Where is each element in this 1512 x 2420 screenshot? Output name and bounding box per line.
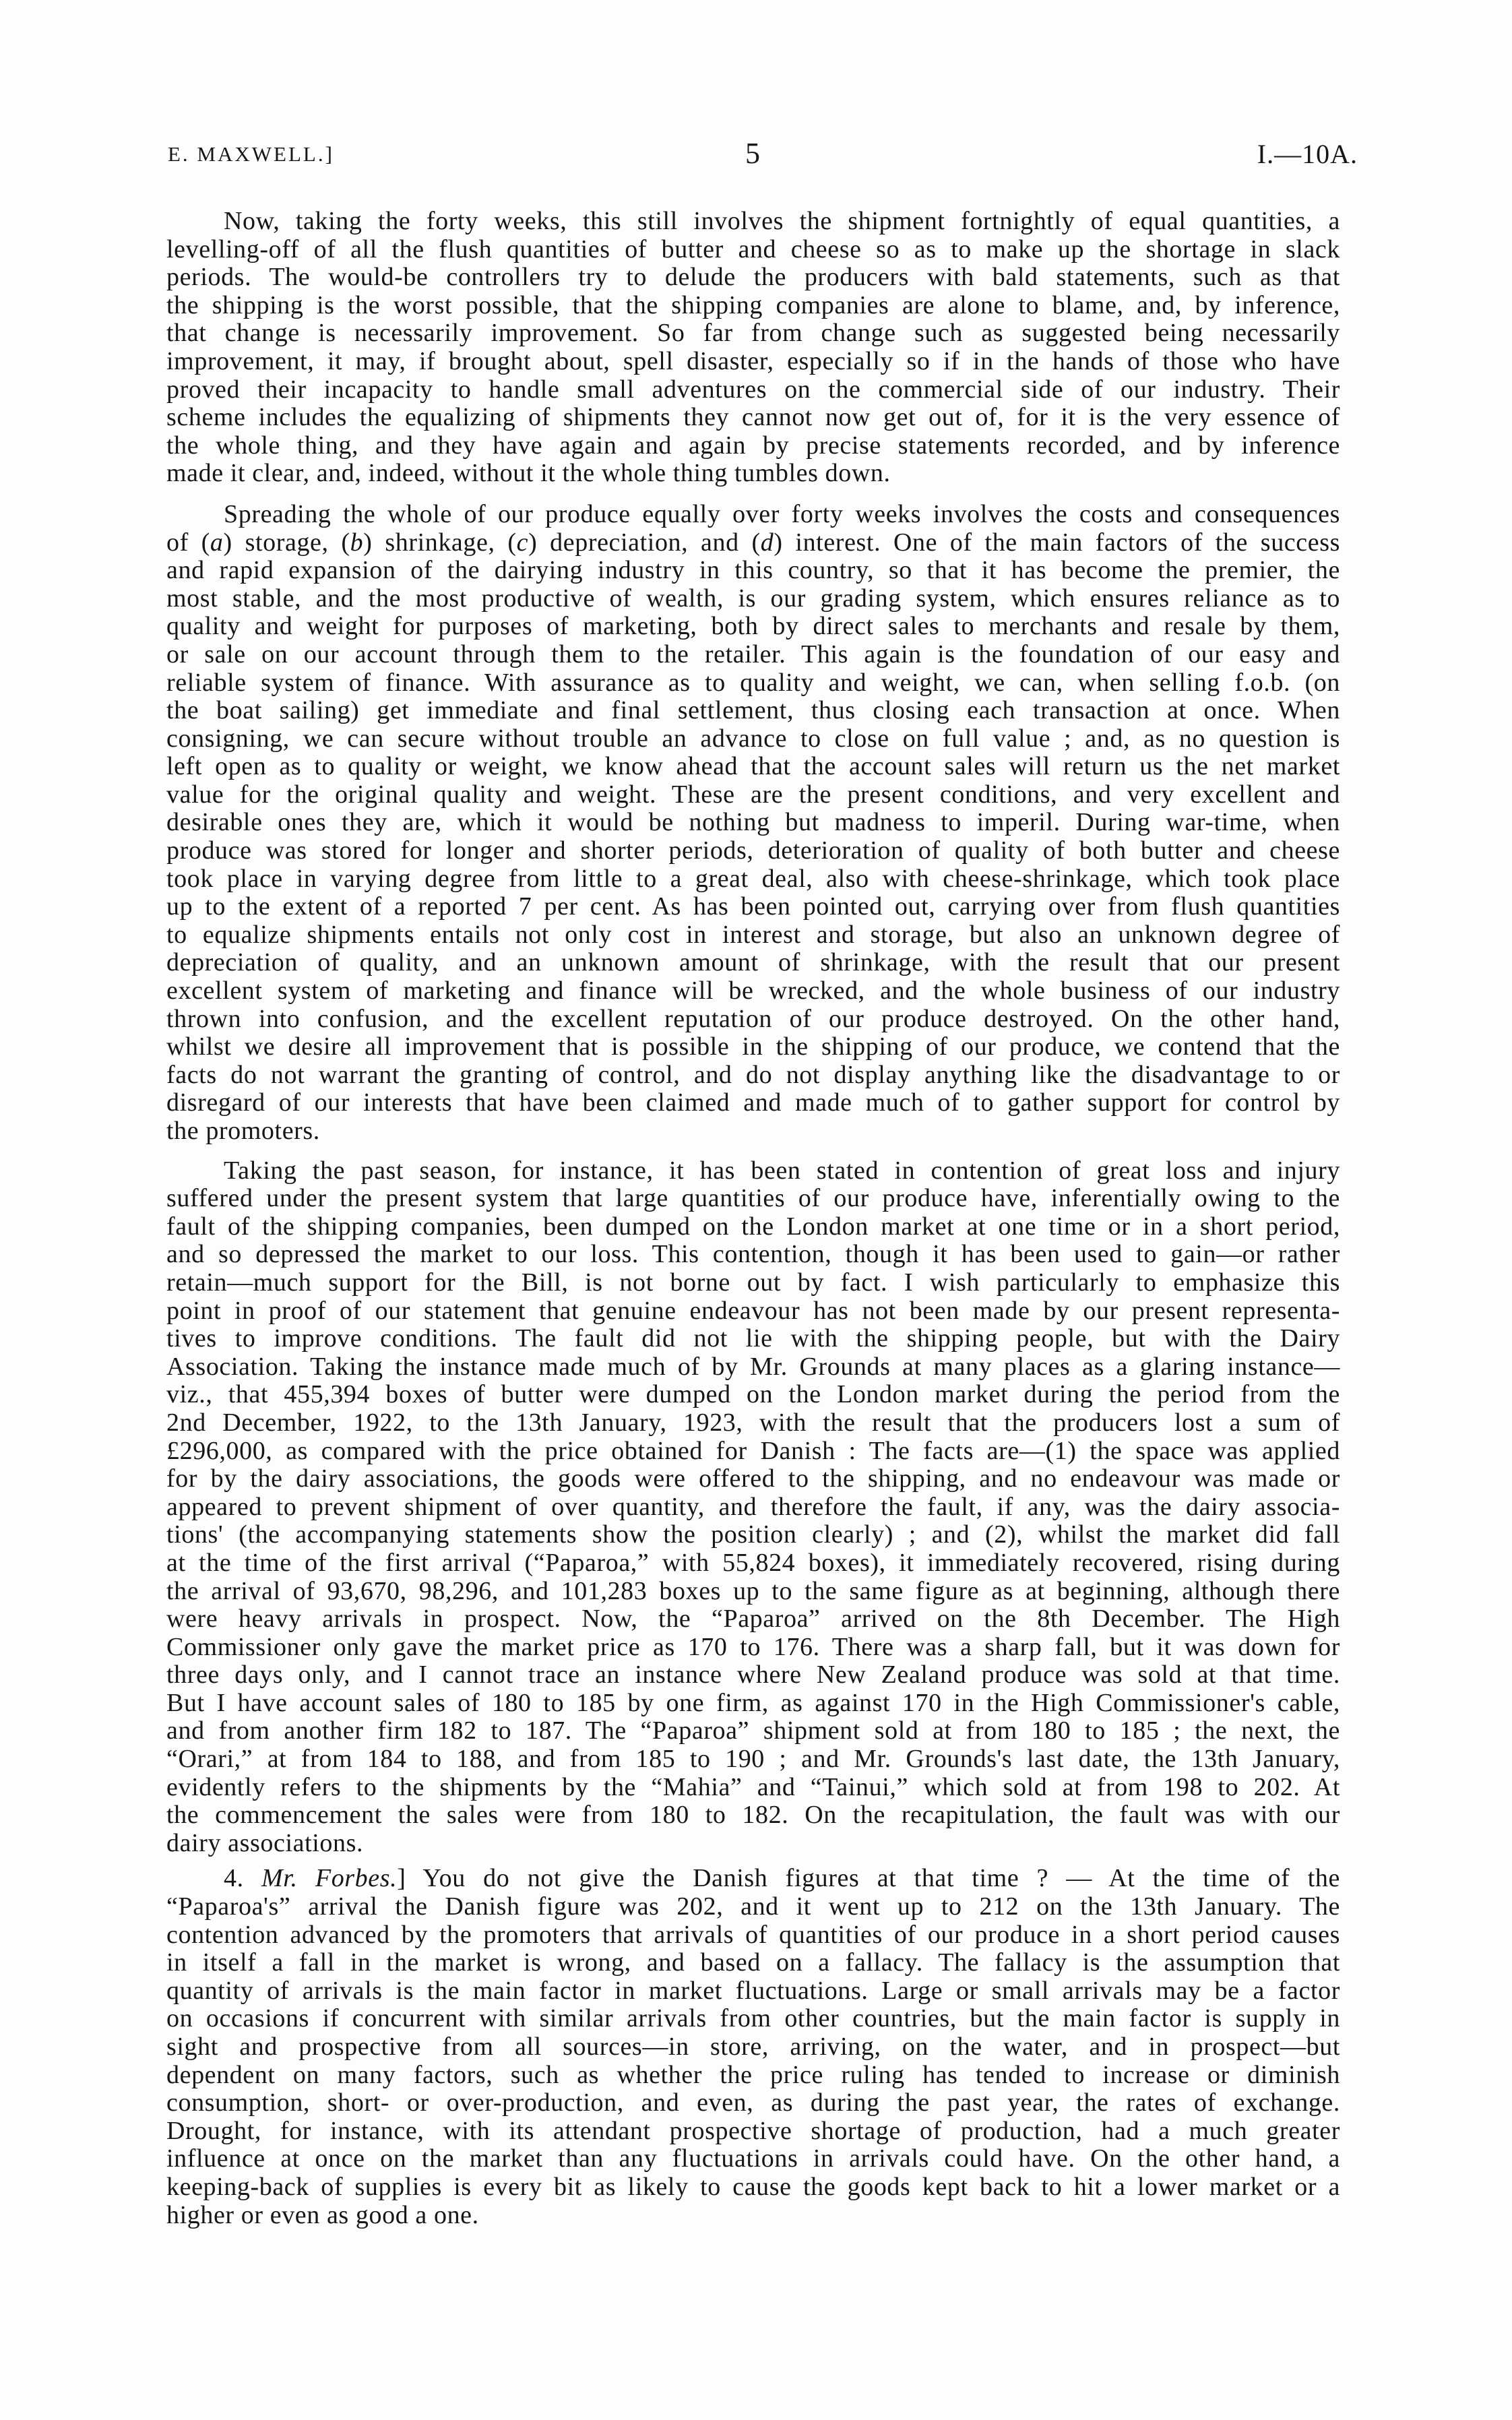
text-line: Spreading the whole of our produce equally over forty weeks involves the costs and consequences — [224, 499, 1340, 528]
text-line: whilst we desire all improvement that is possible in the shipping of our produce, we contend that the — [166, 1032, 1340, 1061]
text-line: depreciation of quality, and an unknown amount of shrinkage, with the result that our present — [166, 948, 1340, 977]
italic-text: c — [516, 528, 529, 557]
text-line: quantity of arrivals is the main factor in market fluctuations. Large or small arrivals may be a factor — [166, 1976, 1340, 2005]
text-line: were heavy arrivals in prospect. Now, the “Paparoa” arrived on the 8th December. The High — [166, 1605, 1340, 1634]
paragraph — [166, 208, 1340, 488]
text-line: fault of the shipping companies, been dumped on the London market at one time or in a short period, — [166, 1212, 1340, 1241]
text-run: ) storage, ( — [223, 528, 350, 557]
italic-text: d — [760, 528, 774, 557]
text-line: disregard of our interests that have been claimed and made much of to gather support for control by — [166, 1088, 1340, 1117]
text-run: of ( — [166, 528, 210, 557]
text-line: and so depressed the market to our loss. This contention, though it has been used to gain—or rather — [166, 1240, 1340, 1269]
text-line: sight and prospective from all sources—in store, arriving, on the water, and in prospect—but — [166, 2033, 1340, 2061]
paragraph — [166, 501, 1340, 1146]
text-line: took place in varying degree from little to a great deal, also with cheese-shrinkage, which took place — [166, 864, 1340, 893]
text-line: contention advanced by the promoters that arrivals of quantities of our produce in a short period causes — [166, 1920, 1340, 1949]
text-line: left open as to quality or weight, we know ahead that the account sales will return us the net market — [166, 752, 1340, 781]
text-line — [166, 1865, 1340, 1893]
text-run: ) shrinkage, ( — [363, 528, 517, 557]
text-line: three days only, and I cannot trace an instance where New Zealand produce was sold at that time. — [166, 1661, 1340, 1689]
text-line: evidently refers to the shipments by the “Mahia” and “Tainui,” which sold at from 198 to 202. At — [166, 1772, 1340, 1801]
text-line: to equalize shipments entails not only cost in interest and storage, but also an unknown degree of — [166, 920, 1340, 949]
text-line: or sale on our account through them to the retailer. This again is the foundation of our easy and — [166, 640, 1340, 669]
text-line: “Orari,” at from 184 to 188, and from 185 to 190 ; and Mr. Grounds's last date, the 13th January, — [166, 1745, 1340, 1774]
text-line: viz., that 455,394 boxes of butter were dumped on the London market during the period from the — [166, 1380, 1340, 1409]
paragraph — [166, 1865, 1340, 2229]
text-line: scheme includes the equalizing of shipments they cannot now get out of, for it is the very essence of — [166, 403, 1340, 432]
text-line: and rapid expansion of the dairying industry in this country, so that it has become the premier, the — [166, 556, 1340, 585]
text-line: consigning, we can secure without trouble an advance to close on full value ; and, as no question is — [166, 724, 1340, 753]
text-line: But I have account sales of 180 to 185 by one firm, as against 170 in the High Commissioner's cable, — [166, 1688, 1340, 1717]
text-line: value for the original quality and weight. These are the present conditions, and very excellent and — [166, 780, 1340, 809]
text-line: the commencement the sales were from 180 to 182. On the recapitulation, the fault was with our — [166, 1801, 1340, 1830]
text-line: appeared to prevent shipment of over quantity, and therefore the fault, if any, was the dairy associa- — [166, 1492, 1340, 1521]
paragraph — [166, 1157, 1340, 1858]
text-line: Drought, for instance, with its attendant prospective shortage of production, had a much greater — [166, 2116, 1340, 2145]
text-line: the boat sailing) get immediate and final settlement, thus closing each transaction at once. When — [166, 696, 1340, 725]
text-line — [166, 529, 1340, 557]
text-line: influence at once on the market than any fluctuations in arrivals could have. On the other hand, a — [166, 2144, 1340, 2173]
text-line: quality and weight for purposes of marketing, both by direct sales to merchants and resale by them, — [166, 612, 1340, 641]
text-line: facts do not warrant the granting of control, and do not display anything like the disadvantage to or — [166, 1060, 1340, 1089]
text-run: ) depreciation, and ( — [528, 528, 761, 557]
text-line: the promoters. — [166, 1117, 320, 1145]
text-line: periods. The would-be controllers try to delude the producers with bald statements, such as that — [166, 263, 1340, 292]
text-line: most stable, and the most productive of wealth, is our grading system, which ensures reliance as to — [166, 584, 1340, 613]
text-line: point in proof of our statement that genuine endeavour has not been made by our present representa- — [166, 1296, 1340, 1325]
text-line: Now, taking the forty weeks, this still involves the shipment fortnightly of equal quantities, a — [224, 207, 1340, 235]
text-line: desirable ones they are, which it would be nothing but madness to imperil. During war-time, when — [166, 808, 1340, 837]
text-line: dairy associations. — [166, 1828, 364, 1857]
body-text — [166, 208, 1340, 2229]
text-line: suffered under the present system that large quantities of our produce have, inferentially owing to the — [166, 1184, 1340, 1213]
text-line: dependent on many factors, such as whether the price ruling has tended to increase or diminish — [166, 2060, 1340, 2089]
text-line: the whole thing, and they have again and again by precise statements recorded, and by inference — [166, 431, 1340, 460]
text-line: £296,000, as compared with the price obtained for Danish : The facts are—(1) the space was applied — [166, 1436, 1340, 1465]
text-run: 4. — [224, 1864, 262, 1893]
text-line: made it clear, and, indeed, without it the whole thing tumbles down. — [166, 459, 891, 488]
text-run: ) interest. One of the main factors of the success — [774, 528, 1340, 557]
text-line: that change is necessarily improvement. So far from change such as suggested being necessarily — [166, 319, 1340, 348]
witness-name: E. MAXWELL.] — [168, 142, 334, 166]
text-line: consumption, short- or over-production, and even, as during the past year, the rates of exchange. — [166, 2088, 1340, 2117]
text-line: 2nd December, 1922, to the 13th January, 1923, with the result that the producers lost a sum of — [166, 1408, 1340, 1437]
text-line: improvement, it may, if brought about, spell disaster, especially so if in the hands of those who have — [166, 346, 1340, 375]
text-line: Commissioner only gave the market price as 170 to 176. There was a sharp fall, but it was down for — [166, 1632, 1340, 1661]
text-line: tions' (the accompanying statements show the position clearly) ; and (2), whilst the market did fall — [166, 1520, 1340, 1549]
page-number: 5 — [745, 137, 760, 170]
text-line: reliable system of finance. With assurance as to quality and weight, we can, when selling f.o.b. (on — [166, 668, 1340, 697]
text-line: the arrival of 93,670, 98,296, and 101,283 boxes up to the same figure as at beginning, although there — [166, 1576, 1340, 1605]
text-line: in itself a fall in the market is wrong, and based on a fallacy. The fallacy is the assumption that — [166, 1948, 1340, 1977]
text-line: Taking the past season, for instance, it has been stated in contention of great loss and injury — [224, 1156, 1340, 1185]
text-line: produce was stored for longer and shorter periods, deterioration of quality of both butter and cheese — [166, 836, 1340, 865]
page-header — [0, 0, 1512, 202]
italic-text: b — [350, 528, 364, 557]
text-line: higher or even as good a one. — [166, 2200, 479, 2229]
text-line: and from another firm 182 to 187. The “Paparoa” shipment sold at from 180 to 185 ; the next, the — [166, 1716, 1340, 1745]
text-line: keeping-back of supplies is every bit as likely to cause the goods kept back to hit a lower market or a — [166, 2172, 1340, 2201]
text-line: tives to improve conditions. The fault did not lie with the shipping people, but with the Dairy — [166, 1324, 1340, 1353]
text-line: on occasions if concurrent with similar arrivals from other countries, but the main factor is supply in — [166, 2004, 1340, 2033]
text-line: levelling-off of all the flush quantities of butter and cheese so as to make up the shortage in slack — [166, 235, 1340, 263]
italic-text: a — [210, 528, 224, 557]
text-run: ] You do not give the Danish figures at that time ? — At the time of the — [397, 1864, 1340, 1893]
text-line: thrown into confusion, and the excellent reputation of our produce destroyed. On the other hand, — [166, 1004, 1340, 1033]
text-line: retain—much support for the Bill, is not borne out by fact. I wish particularly to emphasize this — [166, 1268, 1340, 1297]
text-line: for by the dairy associations, the goods were offered to the shipping, and no endeavour was made or — [166, 1464, 1340, 1493]
italic-text: Mr. Forbes. — [261, 1864, 398, 1893]
document-reference: I.—10A. — [1257, 139, 1358, 169]
text-line: at the time of the first arrival (“Paparoa,” with 55,824 boxes), it immediately recovered, rising during — [166, 1548, 1340, 1577]
text-line: Association. Taking the instance made much of by Mr. Grounds at many places as a glaring instance— — [166, 1352, 1340, 1381]
text-line: proved their incapacity to handle small adventures on the commercial side of our industry. Their — [166, 375, 1340, 404]
text-line: up to the extent of a reported 7 per cent. As has been pointed out, carrying over from flush quantities — [166, 892, 1340, 921]
text-line: the shipping is the worst possible, that the shipping companies are alone to blame, and, by inference, — [166, 290, 1340, 319]
text-line: “Paparoa's” arrival the Danish figure was 202, and it went up to 212 on the 13th January. The — [166, 1892, 1340, 1921]
text-line: excellent system of marketing and finance will be wrecked, and the whole business of our industry — [166, 976, 1340, 1005]
